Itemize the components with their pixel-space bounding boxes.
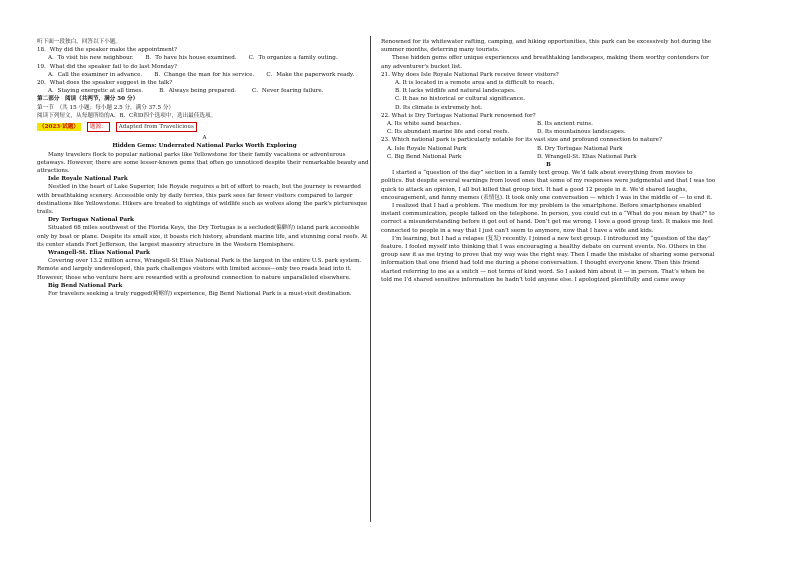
listening-intro: 听下面一段独白，回答以下小题。 bbox=[37, 39, 121, 45]
park-heading-wrangell: Wrangell-St. Elias National Park bbox=[48, 250, 150, 257]
option-b: B．To have his house examined. bbox=[145, 55, 237, 62]
question-19-options bbox=[37, 71, 372, 79]
part-two-heading: 第二部分 阅读（共两节，满分 50 分） bbox=[37, 96, 139, 103]
option-a: A. Isle Royale National Park bbox=[387, 145, 467, 152]
right-column bbox=[381, 38, 716, 284]
passage-a-closing: These hidden gems offer unique experiences and breathtaking landscapes, making them worthy contenders for any adventurer's bucket list. bbox=[381, 55, 709, 70]
passage-a-title: Hidden Gems: Underrated National Parks Worth Exploring bbox=[112, 143, 297, 150]
option-d: D. Its climate is extremely hot. bbox=[395, 104, 483, 111]
question-20-options bbox=[37, 87, 372, 95]
source-label: 题源： bbox=[87, 122, 110, 132]
passage-b-paragraph-3: I’m learning, but I had a relapse (复发) recently. I joined a new text group. I introduced my “question of the day” feature. I fooled myself into thinking that I was encouraging a healthy debate on current events. No. Others in the group saw it as me trying to prove that my way was the right way. Then I made the mistake of sharing some personal information that one friend had told me during a phone conversation. I thought everyone knew. Then this friend started referring to me as a snitch — not terms of kind word. So I asked him about it — in person. That’s when he told me I’d shared sensitive information he hadn’t told anyone else. I apologized plentifully and came away bbox=[381, 235, 715, 283]
year-tag: （2023·试题） bbox=[39, 124, 79, 131]
option-c: C．Make the paperwork ready. bbox=[266, 71, 355, 78]
option-b: B. It lacks wildlife and natural landscapes. bbox=[395, 88, 516, 95]
question-18-options bbox=[37, 54, 372, 62]
option-a: A．To visit his new neighbour. bbox=[48, 55, 134, 62]
option-c: C．Never fearing failure. bbox=[252, 88, 324, 95]
question-23-options-row1 bbox=[381, 145, 716, 153]
column-divider bbox=[370, 36, 371, 522]
option-c: C. Its abundant marine life and coral reefs. bbox=[387, 129, 510, 136]
option-c: C. Big Bend National Park bbox=[387, 153, 462, 160]
park-text-dry-tortugas: Situated 68 miles southwest of the Florida Keys, the Dry Tortugas is a secluded(偏僻的) island park accessible only by boat or plane. Despite its small size, it boasts rich history, abundant marine life, and stunning coral reefs. At its center stands Fort Jefferson, the largest masonry structure in the Western Hemisphere. bbox=[37, 225, 368, 248]
question-23-options-row2 bbox=[381, 153, 716, 161]
question-22-options-row2 bbox=[381, 128, 716, 136]
option-b: B．Always being prepared. bbox=[159, 88, 236, 95]
passage-b-paragraph-1: I started a “question of the day” section in a family text group. We’d talk about everything from movies to politics. But despite several warnings from loved ones that some of my responses were judgmental and that I was too quick to attack an opinion, I all but killed that group text. It had a good 12 people in it. We’d shared laughs, encouragement, and funny memes (表情包). It took only one conversation — which I was in the middle of — to end it. bbox=[381, 170, 716, 201]
option-b: B．Change the man for his service. bbox=[154, 71, 255, 78]
source-name: Adapted from Travelicious bbox=[116, 122, 197, 132]
option-a: A. It is located in a remote area and is difficult to reach. bbox=[395, 80, 555, 87]
park-text-isle-royale: Nestled in the heart of Lake Superior, Isle Royale requires a bit of effort to reach, but the journey is rewarded with breathtaking scenery. Accessible only by daily ferries, this park sees far fewer visitors compared to larger destinations like Yellowstone. Hikers are treated to sightings of wildlife such as wolves along the park's picturesque trails. bbox=[37, 184, 368, 216]
park-heading-isle-royale: Isle Royale National Park bbox=[48, 176, 128, 183]
question-22: 22. What is Dry Tortugas National Park renowned for? bbox=[381, 112, 536, 119]
park-text-big-bend: For travelers seeking a truly rugged(崎岖的) experience, Big Bend National Park is a must-visit destination. bbox=[48, 291, 352, 298]
left-column bbox=[37, 38, 372, 298]
option-a: A．Call the examiner in advance. bbox=[48, 71, 143, 78]
question-18: 18．Why did the speaker make the appointment? bbox=[37, 47, 177, 54]
source-tag-line bbox=[37, 122, 372, 132]
question-21: 21. Why does Isle Royale National Park receive fewer visitors? bbox=[381, 71, 559, 78]
passage-a-intro: Many travelers flock to popular national parks like Yellowstone for their family vacations or adventurous getaways. However, there are some lesser-known gems that often go unnoticed despite their remarkable beauty and attractions. bbox=[37, 151, 369, 175]
option-a: A．Staying energetic at all times. bbox=[48, 88, 144, 95]
reading-instructions: 阅读下列短文，从每题所给的A、B、C和D四个选项中，选出最佳选项。 bbox=[37, 112, 217, 119]
question-19: 19．What did the speaker fail to do last Monday? bbox=[37, 63, 178, 70]
question-23: 23. Which national park is particularly notable for its vast size and profound connection to nature? bbox=[381, 137, 662, 144]
option-a: A. Its white sand beaches. bbox=[387, 121, 462, 128]
passage-b-letter: B bbox=[546, 162, 551, 169]
option-b: B. Dry Tortugas National Park bbox=[537, 145, 623, 152]
question-20: 20．What does the speaker suggest in the talk? bbox=[37, 80, 173, 87]
park-heading-big-bend: Big Bend National Park bbox=[48, 282, 123, 289]
option-d: D. Wrangell-St. Elias National Park bbox=[537, 153, 637, 160]
park-text-wrangell: Covering over 13.2 million acres, Wrangell-St Elias National Park is the largest in the entire U.S. park system. Remote and largely undeveloped, this park challenges visitors with limited access—only two roads lead into it. However, those who venture here are rewarded with a profound connection to nature unparalleled elsewhere. bbox=[37, 258, 362, 281]
option-c: C. It has no historical or cultural significance. bbox=[395, 96, 526, 103]
passage-a-letter: A bbox=[202, 135, 207, 142]
question-22-options-row1 bbox=[381, 120, 716, 128]
section-one-heading: 第一节 （共 15 小题；每小题 2.5 分，满分 37.5 分） bbox=[37, 104, 175, 111]
passage-a-continued: Renowned for its whitewater rafting, camping, and hiking opportunities, this park can be excessively hot during the summer months, deterring many tourists. bbox=[381, 39, 712, 54]
option-d: D. Its mountainous landscapes. bbox=[537, 129, 626, 136]
park-heading-dry-tortugas: Dry Tortugas National Park bbox=[48, 217, 134, 224]
passage-b-paragraph-2: I realized that I had a problem. The medium for my problem is the smartphone. Before smartphones enabled instant communication, people talked on the telephone. In person, you could cut in a “What do you mean by that?” to correct a misunderstanding before it got out of hand. Don’t get me wrong. I love a good group text. It makes me feel connected to people in a way that I just can’t seem to anymore, now that I have a wife and kids. bbox=[381, 203, 715, 234]
option-c: C．To organize a family outing. bbox=[248, 55, 338, 62]
option-b: B. Its ancient ruins. bbox=[537, 121, 593, 128]
